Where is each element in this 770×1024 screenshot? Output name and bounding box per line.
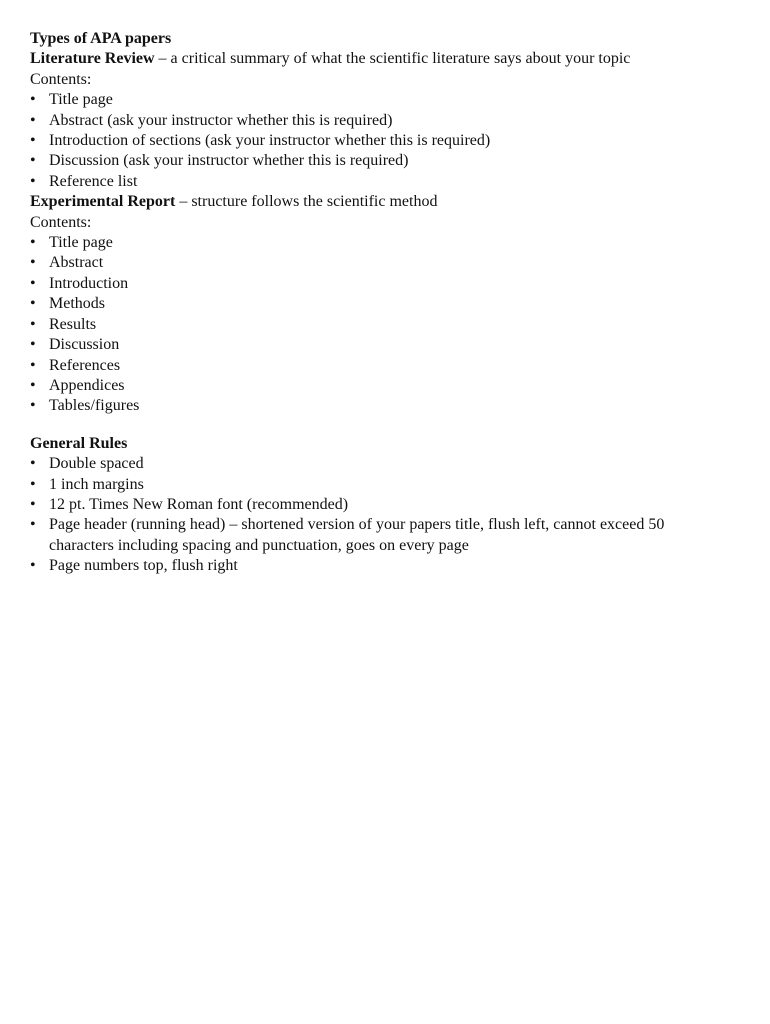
literature-review-description: – a critical summary of what the scientific literature says about your topic	[154, 50, 631, 68]
bullet-icon: •	[30, 557, 36, 575]
bullet-icon: •	[30, 516, 36, 534]
bullet-icon: •	[30, 376, 36, 394]
bullet-icon: •	[30, 111, 36, 129]
list-item: • 1 inch margins	[30, 475, 730, 495]
list-item: • Abstract	[30, 253, 730, 273]
literature-review-contents-list	[30, 90, 730, 192]
list-item: • Introduction of sections (ask your instructor whether this is required)	[30, 131, 730, 151]
bullet-icon: •	[30, 274, 36, 292]
bullet-icon: •	[30, 455, 36, 473]
general-rules-list	[30, 454, 730, 576]
list-item: • Methods	[30, 294, 730, 314]
experimental-report-label: Experimental Report	[30, 193, 176, 211]
list-item: • Page numbers top, flush right	[30, 556, 730, 576]
list-item: • Appendices	[30, 376, 730, 396]
bullet-icon: •	[30, 254, 36, 272]
list-item: • Title page	[30, 233, 730, 253]
document-page	[30, 29, 730, 577]
list-item: • Discussion (ask your instructor whether this is required)	[30, 151, 730, 171]
list-item: • 12 pt. Times New Roman font (recommended)	[30, 495, 730, 515]
list-item: • Reference list	[30, 172, 730, 192]
list-item: • Abstract (ask your instructor whether this is required)	[30, 111, 730, 131]
contents-label-2: Contents:	[30, 213, 92, 231]
bullet-icon: •	[30, 234, 36, 252]
bullet-icon: •	[30, 132, 36, 150]
section-spacer	[30, 417, 730, 434]
list-item: • Double spaced	[30, 454, 730, 474]
list-item: • Results	[30, 315, 730, 335]
experimental-report-contents-list	[30, 233, 730, 417]
list-item: • References	[30, 356, 730, 376]
experimental-report-line	[30, 192, 730, 212]
list-item: • Introduction	[30, 274, 730, 294]
bullet-icon: •	[30, 475, 36, 493]
bullet-icon: •	[30, 295, 36, 313]
literature-review-label: Literature Review	[30, 50, 155, 68]
bullet-icon: •	[30, 495, 36, 513]
bullet-icon: •	[30, 172, 36, 190]
contents-label-1: Contents:	[30, 70, 92, 88]
list-item: • Discussion	[30, 335, 730, 355]
bullet-icon: •	[30, 91, 36, 109]
bullet-icon: •	[30, 356, 36, 374]
heading-types-of-apa-papers: Types of APA papers	[30, 30, 172, 47]
bullet-icon: •	[30, 315, 36, 333]
experimental-report-description: – structure follows the scientific method	[175, 193, 438, 211]
literature-review-line	[30, 49, 730, 69]
list-item: • Page header (running head) – shortened version of your papers title, flush left, cannot exceed 50 characters including spacing and punctuation, goes on every page	[30, 516, 665, 554]
bullet-icon: •	[30, 152, 36, 170]
list-item: • Tables/figures	[30, 396, 730, 416]
bullet-icon: •	[30, 397, 36, 415]
list-item: • Title page	[30, 90, 730, 110]
bullet-icon: •	[30, 336, 36, 354]
heading-general-rules: General Rules	[30, 434, 128, 452]
